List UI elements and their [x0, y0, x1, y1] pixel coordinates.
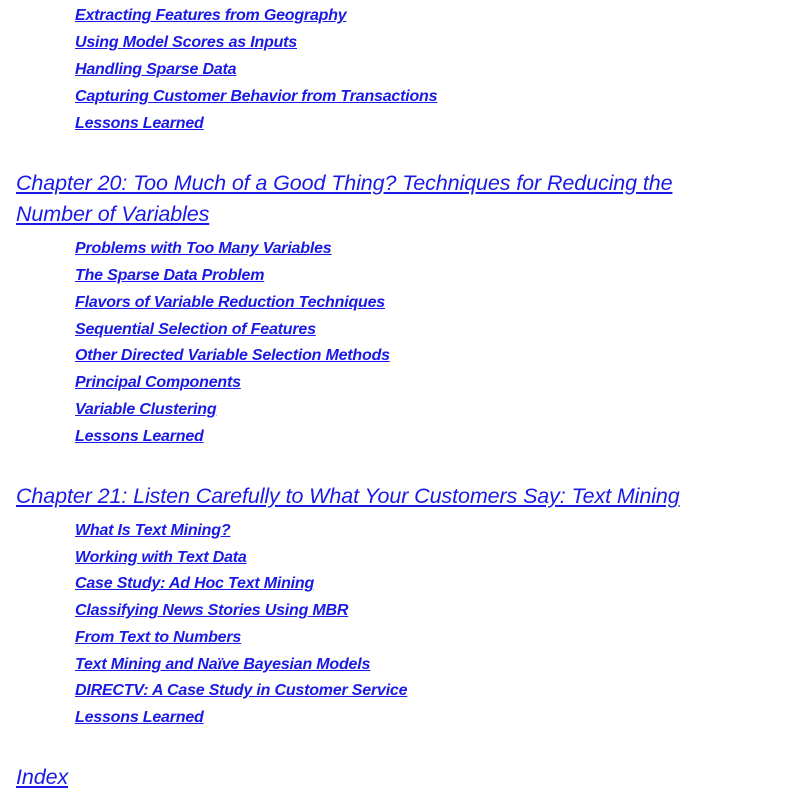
chapter-21-title[interactable]: Chapter 21: Listen Carefully to What Your Customers Say: Text Mining: [16, 484, 680, 508]
chapter-20-title-line-2[interactable]: Number of Variables: [16, 202, 210, 226]
toc-link-working-with-text-data[interactable]: Working with Text Data: [75, 549, 247, 566]
toc-link-from-text-to-numbers[interactable]: From Text to Numbers: [75, 629, 242, 646]
toc-link-extracting-features-from-geography[interactable]: Extracting Features from Geography: [75, 7, 347, 24]
toc-link-lessons-learned-21[interactable]: Lessons Learned: [75, 709, 204, 726]
toc-link-other-directed-selection[interactable]: Other Directed Variable Selection Methods: [75, 347, 390, 364]
toc-link-problems-too-many-variables[interactable]: Problems with Too Many Variables: [75, 240, 332, 257]
toc-link-principal-components[interactable]: Principal Components: [75, 374, 241, 391]
toc-link-variable-clustering[interactable]: Variable Clustering: [75, 401, 217, 418]
toc-link-what-is-text-mining[interactable]: What Is Text Mining?: [75, 522, 231, 539]
toc-link-flavors-variable-reduction[interactable]: Flavors of Variable Reduction Techniques: [75, 294, 385, 311]
toc-link-lessons-learned-20[interactable]: Lessons Learned: [75, 428, 204, 445]
toc-link-naive-bayesian-models[interactable]: Text Mining and Naïve Bayesian Models: [75, 656, 371, 673]
toc-link-sequential-selection[interactable]: Sequential Selection of Features: [75, 321, 316, 338]
toc-link-handling-sparse-data[interactable]: Handling Sparse Data: [75, 61, 237, 78]
toc-link-capturing-customer-behavior[interactable]: Capturing Customer Behavior from Transactions: [75, 88, 438, 105]
chapter-20-title-line-1[interactable]: Chapter 20: Too Much of a Good Thing? Techniques for Reducing the: [16, 171, 673, 195]
toc-link-case-study-ad-hoc[interactable]: Case Study: Ad Hoc Text Mining: [75, 575, 315, 592]
toc-link-sparse-data-problem[interactable]: The Sparse Data Problem: [75, 267, 265, 284]
toc-link-directv-case-study[interactable]: DIRECTV: A Case Study in Customer Service: [75, 682, 408, 699]
toc-link-using-model-scores-as-inputs[interactable]: Using Model Scores as Inputs: [75, 34, 298, 51]
toc-link-lessons-learned-19[interactable]: Lessons Learned: [75, 115, 204, 132]
toc-link-classifying-news-stories[interactable]: Classifying News Stories Using MBR: [75, 602, 349, 619]
index-link[interactable]: Index: [16, 765, 69, 789]
